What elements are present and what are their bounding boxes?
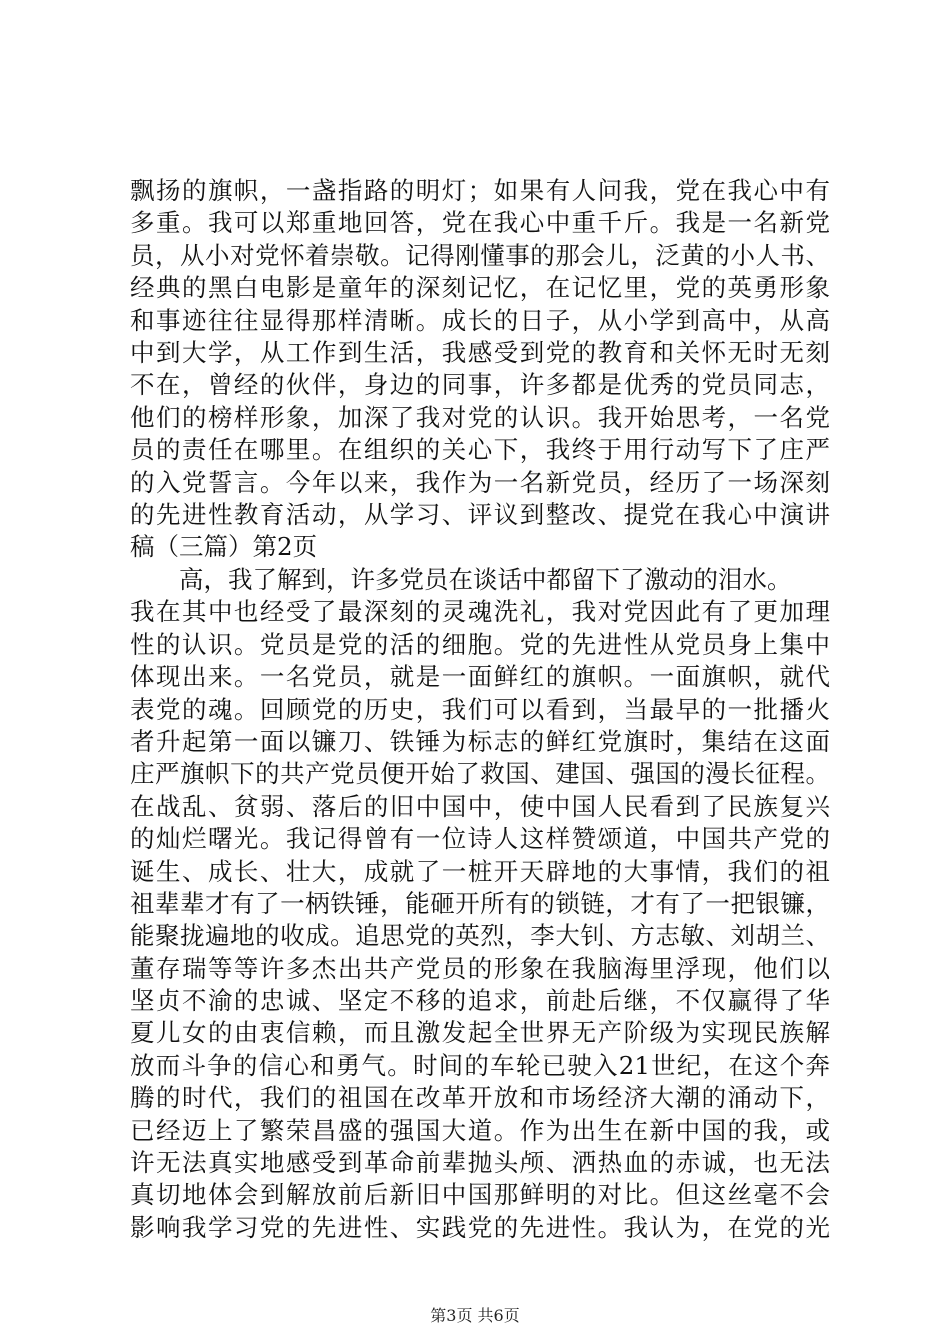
text-line: 夏儿女的由衷信赖，而且激发起全世界无产阶级为实现民族解: [130, 1018, 830, 1048]
text-line: 真切地体会到解放前后新旧中国那鲜明的对比。但这丝毫不会: [130, 1180, 830, 1210]
text-line: 性的认识。党员是党的活的细胞。党的先进性从党员身上集中: [130, 629, 830, 659]
text-line: 稿（三篇）第2页: [130, 532, 318, 562]
text-line: 影响我学习党的先进性、实践党的先进性。我认为，在党的光: [130, 1212, 830, 1242]
text-line: 能聚拢遍地的收成。追思党的英烈，李大钊、方志敏、刘胡兰、: [130, 921, 830, 951]
text-line: 的入党誓言。今年以来，我作为一名新党员，经历了一场深刻: [130, 467, 830, 497]
text-line: 飘扬的旗帜，一盏指路的明灯；如果有人问我，党在我心中有: [130, 176, 830, 205]
text-line: 的灿烂曙光。我记得曾有一位诗人这样赞颂道，中国共产党的: [130, 824, 830, 854]
text-line: 表党的魂。回顾党的历史，我们可以看到，当最早的一批播火: [130, 694, 830, 724]
text-line: 多重。我可以郑重地回答，党在我心中重千斤。我是一名新党: [130, 208, 830, 238]
text-line: 诞生、成长、壮大，成就了一桩开天辟地的大事情，我们的祖: [130, 856, 830, 886]
text-line: 放而斗争的信心和勇气。时间的车轮已驶入21世纪，在这个奔: [130, 1050, 830, 1080]
page-footer: [0, 1303, 950, 1326]
text-line: 中到大学，从工作到生活，我感受到党的教育和关怀无时无刻: [130, 337, 830, 367]
paragraph-2: [130, 564, 830, 1244]
text-line: 经典的黑白电影是童年的深刻记忆，在记忆里，党的英勇形象: [130, 273, 830, 303]
text-line: 高，我了解到，许多党员在谈话中都留下了激动的泪水。: [179, 565, 792, 594]
paragraph-1: [130, 175, 830, 564]
text-line: 我在其中也经受了最深刻的灵魂洗礼，我对党因此有了更加理: [130, 597, 830, 627]
text-line: 的先进性教育活动，从学习、评议到整改、提党在我心中演讲: [130, 499, 830, 529]
text-line: 祖辈辈才有了一柄铁锤，能砸开所有的锁链，才有了一把银镰，: [130, 888, 830, 918]
text-line: 不在，曾经的伙伴，身边的同事，许多都是优秀的党员同志，: [130, 370, 830, 400]
text-line: 他们的榜样形象，加深了我对党的认识。我开始思考，一名党: [130, 402, 830, 432]
text-line: 董存瑞等等许多杰出共产党员的形象在我脑海里浮现，他们以: [130, 953, 830, 983]
text-line: 腾的时代，我们的祖国在改革开放和市场经济大潮的涌动下，: [130, 1083, 830, 1113]
text-line: 和事迹往往显得那样清晰。成长的日子，从小学到高中，从高: [130, 305, 830, 335]
text-line: 庄严旗帜下的共产党员便开始了救国、建国、强国的漫长征程。: [130, 759, 830, 789]
text-line: 员的责任在哪里。在组织的关心下，我终于用行动写下了庄严: [130, 435, 830, 465]
text-line: 已经迈上了繁荣昌盛的强国大道。作为出生在新中国的我，或: [130, 1115, 830, 1145]
text-line: 者升起第一面以镰刀、铁锤为标志的鲜红党旗时，集结在这面: [130, 726, 830, 756]
text-line: 坚贞不渝的忠诚、坚定不移的追求，前赴后继，不仅赢得了华: [130, 986, 830, 1016]
page-number: 第3页 共6页: [430, 1306, 520, 1325]
text-line: 许无法真实地感受到革命前辈抛头颅、洒热血的赤诚，也无法: [130, 1148, 830, 1178]
text-line: 体现出来。一名党员，就是一面鲜红的旗帜。一面旗帜，就代: [130, 662, 830, 692]
text-line: 在战乱、贫弱、落后的旧中国中，使中国人民看到了民族复兴: [130, 791, 830, 821]
text-line: 员，从小对党怀着崇敬。记得刚懂事的那会儿，泛黄的小人书、: [130, 240, 830, 270]
